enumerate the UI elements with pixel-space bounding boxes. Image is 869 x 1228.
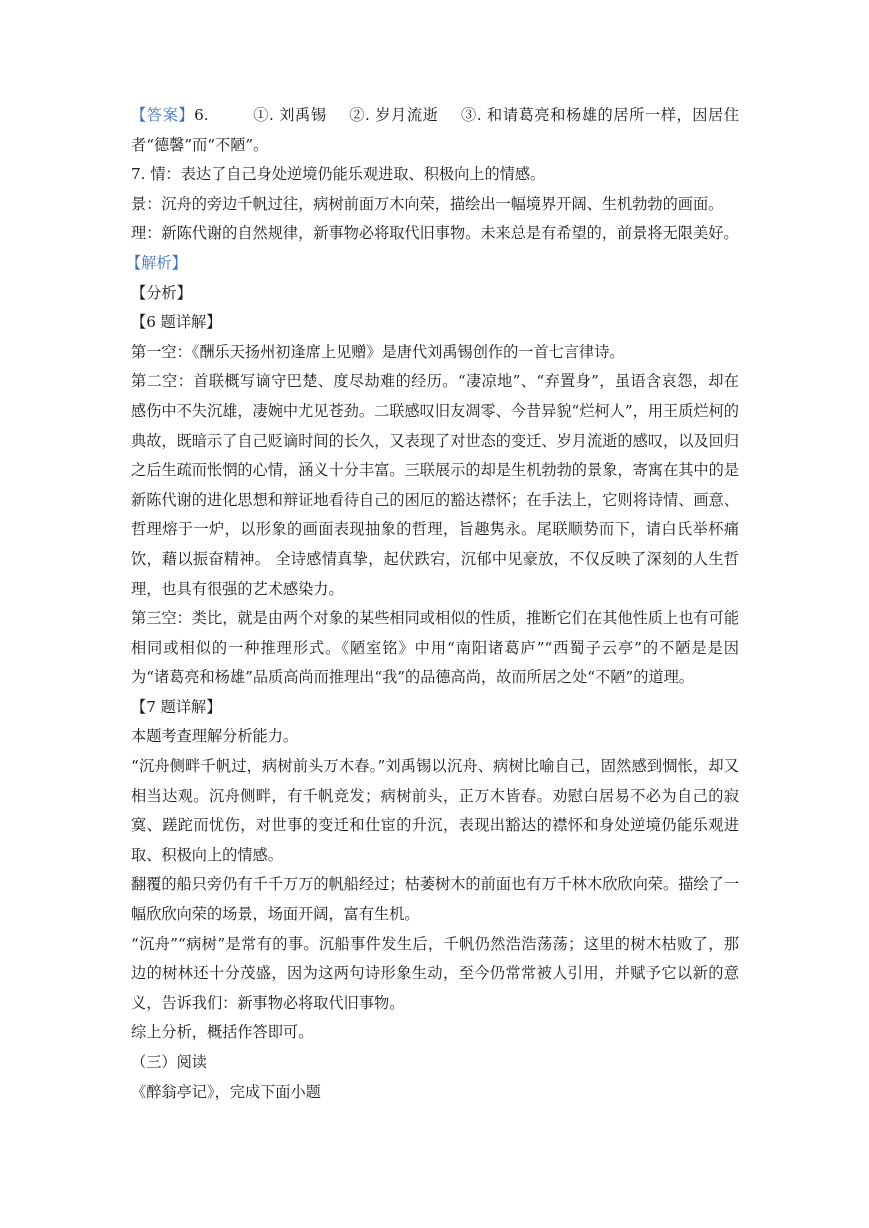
- q7-qing: 7. 情：表达了自己身处逆境仍能乐观进取、积极向上的情感。: [131, 165, 546, 184]
- jiexi-tag: 【解析】: [126, 253, 187, 272]
- answer-blank-3: ③. 和请葛亮和杨雄的居所一样，因居: [460, 106, 724, 124]
- detail-6-para-3: 第三空：类比，就是由两个对象的某些相同或相似的性质，推断它们在其他性质上也有可能相同或相似的一种推理形式。《陋室铭》中用“南阳诸葛庐”“西蜀子云亭”的不陋是是因为“诸葛亮和杨雄”品质高尚而推理出“我”的品德高尚，故而所居之处“不陋”的道理。: [131, 609, 739, 687]
- detail-7-para-5: 综上分析，概括作答即可。: [131, 1023, 314, 1042]
- detail-6-heading: 【6 题详解】: [131, 313, 222, 332]
- detail-6-para-1: 第一空：《酬乐天扬州初逢席上见赠》是唐代刘禹锡创作的一首七言律诗。: [131, 342, 625, 361]
- document-body: [126, 101, 740, 1107]
- section-3-heading: （三）阅读: [131, 1053, 207, 1071]
- detail-7-heading: 【7 题详解】: [131, 697, 222, 716]
- section-3-subheading: 《醉翁亭记》，完成下面小题: [131, 1082, 321, 1101]
- detail-7-para-2: “沉舟侧畔千帆过，病树前头万木春。”刘禹锡以沉舟、病树比喻自己，固然感到惆怅，却又相当达观。沉舟侧畔，有千帆竞发；病树前头，正万木皆春。劝慰白居易不必为自己的寂寞、蹉跎而忧伤，对世事的变迁和仕宦的升沉，表现出豁达的襟怀和身处逆境仍能乐观进取、积极向上的情感。: [131, 757, 739, 864]
- answer-blank-1: ①. 刘禹锡: [252, 106, 327, 124]
- answer-tag: 【答案】: [131, 106, 195, 124]
- q7-jing: 景：沉舟的旁边千帆过往，病树前面万木向荣，描绘出一幅境界开阔、生机勃勃的画面。: [131, 194, 724, 213]
- detail-7-para-1: 本题考查理解分析能力。: [131, 727, 299, 746]
- answer-blank-2: ②. 岁月流逝: [348, 106, 439, 124]
- q7-li: 理：新陈代谢的自然规律，新事物必将取代旧事物。未来总是有希望的，前景将无限美好。: [131, 224, 739, 243]
- answer-blank-3-cont: 住者“德馨”而“不陋”。: [131, 106, 740, 154]
- detail-7-para-4: “沉舟”“病树”是常有的事。沉船事件发生后，千帆仍然浩浩荡荡；这里的树木枯败了，那边的树林还十分茂盛，因为这两句诗形象生动，至今仍常常被人引用，并赋予它以新的意义，告诉我们：新事物必将取代旧事物。: [131, 934, 739, 1012]
- fenxi-heading: 【分析】: [131, 283, 192, 302]
- answer-number: 6.: [194, 106, 209, 124]
- detail-6-para-2: 第二空：首联概写谪守巴楚、度尽劫难的经历。“凄凉地”、“弃置身”，虽语含哀怨，却在感伤中不失沉雄，凄婉中尤见苍劲。二联感叹旧友凋零、今昔异貌“烂柯人”，用王质烂柯的典故，既暗示了自己贬谪时间的长久，又表现了对世态的变迁、岁月流逝的感叹，以及回归之后生疏而怅惘的心情，涵义十分丰富。三联展示的却是生机勃勃的景象，寄寓在其中的是新陈代谢的进化思想和辩证地看待自己的困厄的豁达襟怀；在手法上，它则将诗情、画意、哲理熔于一炉，以形象的画面表现抽象的哲理，旨趣隽永。尾联顺势而下，请白氏举杯痛饮，藉以振奋精神。 全诗感情真挚，起伏跌宕，沉郁中见豪放，不仅反映了深刻的人生哲理，也具有很强的艺术感染力。: [131, 372, 739, 598]
- detail-7-para-3: 翻覆的船只旁仍有千千万万的帆船经过；枯萎树木的前面也有万千林木欣欣向荣。描绘了一幅欣欣向荣的场景，场面开阔，富有生机。: [131, 875, 739, 924]
- answer-line: [131, 101, 739, 160]
